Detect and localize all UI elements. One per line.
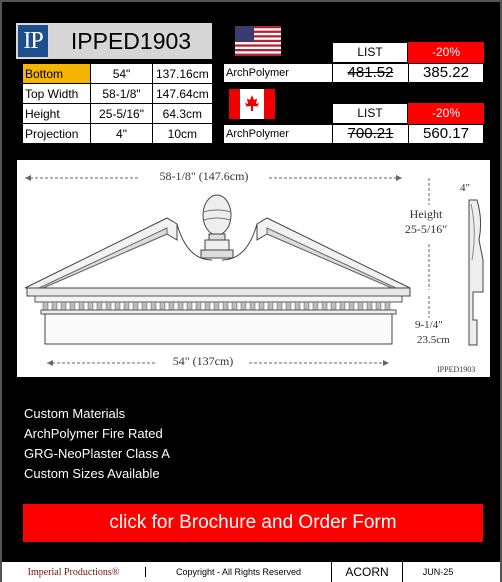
material-brand: ArchPolymer [224,125,333,143]
feature-item: GRG-NeoPlaster Class A [24,446,170,461]
dentil-block [214,302,219,310]
list-label: LIST [332,103,408,124]
dentil-block [385,302,390,310]
spec-row-height [23,104,213,124]
dentil-block [250,302,255,310]
top-width-dimension: 58-1/8" (147.6cm) [159,169,249,183]
dentil-block [79,302,84,310]
dentil-block [349,302,354,310]
dentil-block [133,302,138,310]
spec-row-top-width [23,84,213,104]
dentil-block [313,302,318,310]
dentil-block [142,302,147,310]
spec-metric: 147.64cm [152,84,212,104]
pediment-drawing [17,160,490,377]
feature-item: Custom Sizes Available [24,466,160,481]
dentil-height: 9-1/4" [415,319,443,331]
sale-price: 560.17 [423,125,469,142]
brochure-order-button[interactable]: click for Brochure and Order Form [23,504,483,542]
dentil-block [295,302,300,310]
dentil-height-metric: 23.5cm [417,334,450,346]
dentil-block [322,302,327,310]
spec-metric: 64.3cm [152,104,212,124]
projection-dimension: 4" [460,182,470,194]
dentil-block [259,302,264,310]
dentil-block [169,302,174,310]
dentil-block [160,302,165,310]
footer-date: JUN-25 [422,567,454,577]
dentil-block [124,302,129,310]
dentil-block [43,302,48,310]
dimension-table [22,63,213,144]
spec-metric: 137.16cm [152,64,212,84]
list-price: 481.52 [333,64,409,82]
dentil-block [205,302,210,310]
discount-badge: -20% [408,42,484,63]
discount-badge: -20% [408,103,484,124]
dentil-block [358,302,363,310]
dentil-block [178,302,183,310]
dentil-block [304,302,309,310]
feature-list [24,404,170,484]
spec-row-projection [23,124,213,144]
bottom-width-dimension: 54" (137cm) [172,354,234,368]
feature-item: Custom Materials [24,406,126,421]
height-label: Height [409,207,443,221]
dentil-block [151,302,156,310]
dentil-block [97,302,102,310]
dentil-block [376,302,381,310]
dentil-block [187,302,192,310]
footer-bar [2,562,500,582]
dentil-block [340,302,345,310]
dentil-block [88,302,93,310]
drawing-code: IPPED1903 [437,365,476,374]
spec-imperial: 54" [91,64,152,84]
list-price: 700.21 [333,125,409,143]
spec-imperial: 4" [91,124,152,144]
dentil-block [241,302,246,310]
spec-metric: 10cm [152,124,212,144]
spec-label: Top Width [23,84,91,104]
dentil-block [223,302,228,310]
spec-label: Projection [23,124,91,144]
dentil-block [277,302,282,310]
footer-product-name: ACORN [331,562,403,582]
spec-imperial: 58-1/8" [91,84,152,104]
dentil-block [232,302,237,310]
footer-brand: Imperial Productions® [27,566,120,578]
spec-label: Height [23,104,91,124]
feature-item: ArchPolymer Fire Rated [24,426,163,441]
spec-imperial: 25-5/16" [91,104,152,124]
dentil-block [115,302,120,310]
list-label: LIST [332,42,408,63]
dentil-block [61,302,66,310]
dentil-block [331,302,336,310]
brand-logo: IP [16,23,50,59]
footer-copyright: Copyright - All Rights Reserved [145,567,331,577]
sale-price: 385.22 [423,64,469,81]
canada-flag-icon [229,89,275,119]
dentil-block [52,302,57,310]
dentil-block [286,302,291,310]
dentil-block [70,302,75,310]
dentil-block [367,302,372,310]
product-code: IPPED1903 [50,23,212,59]
spec-label: Bottom [23,64,91,84]
height-value: 25-5/16" [404,222,448,236]
material-brand: ArchPolymer [224,64,333,82]
dentil-block [268,302,273,310]
us-flag-icon [235,26,281,56]
pediment-illustration [17,160,490,377]
dentil-block [106,302,111,310]
dentil-block [196,302,201,310]
spec-row-bottom [23,64,213,84]
